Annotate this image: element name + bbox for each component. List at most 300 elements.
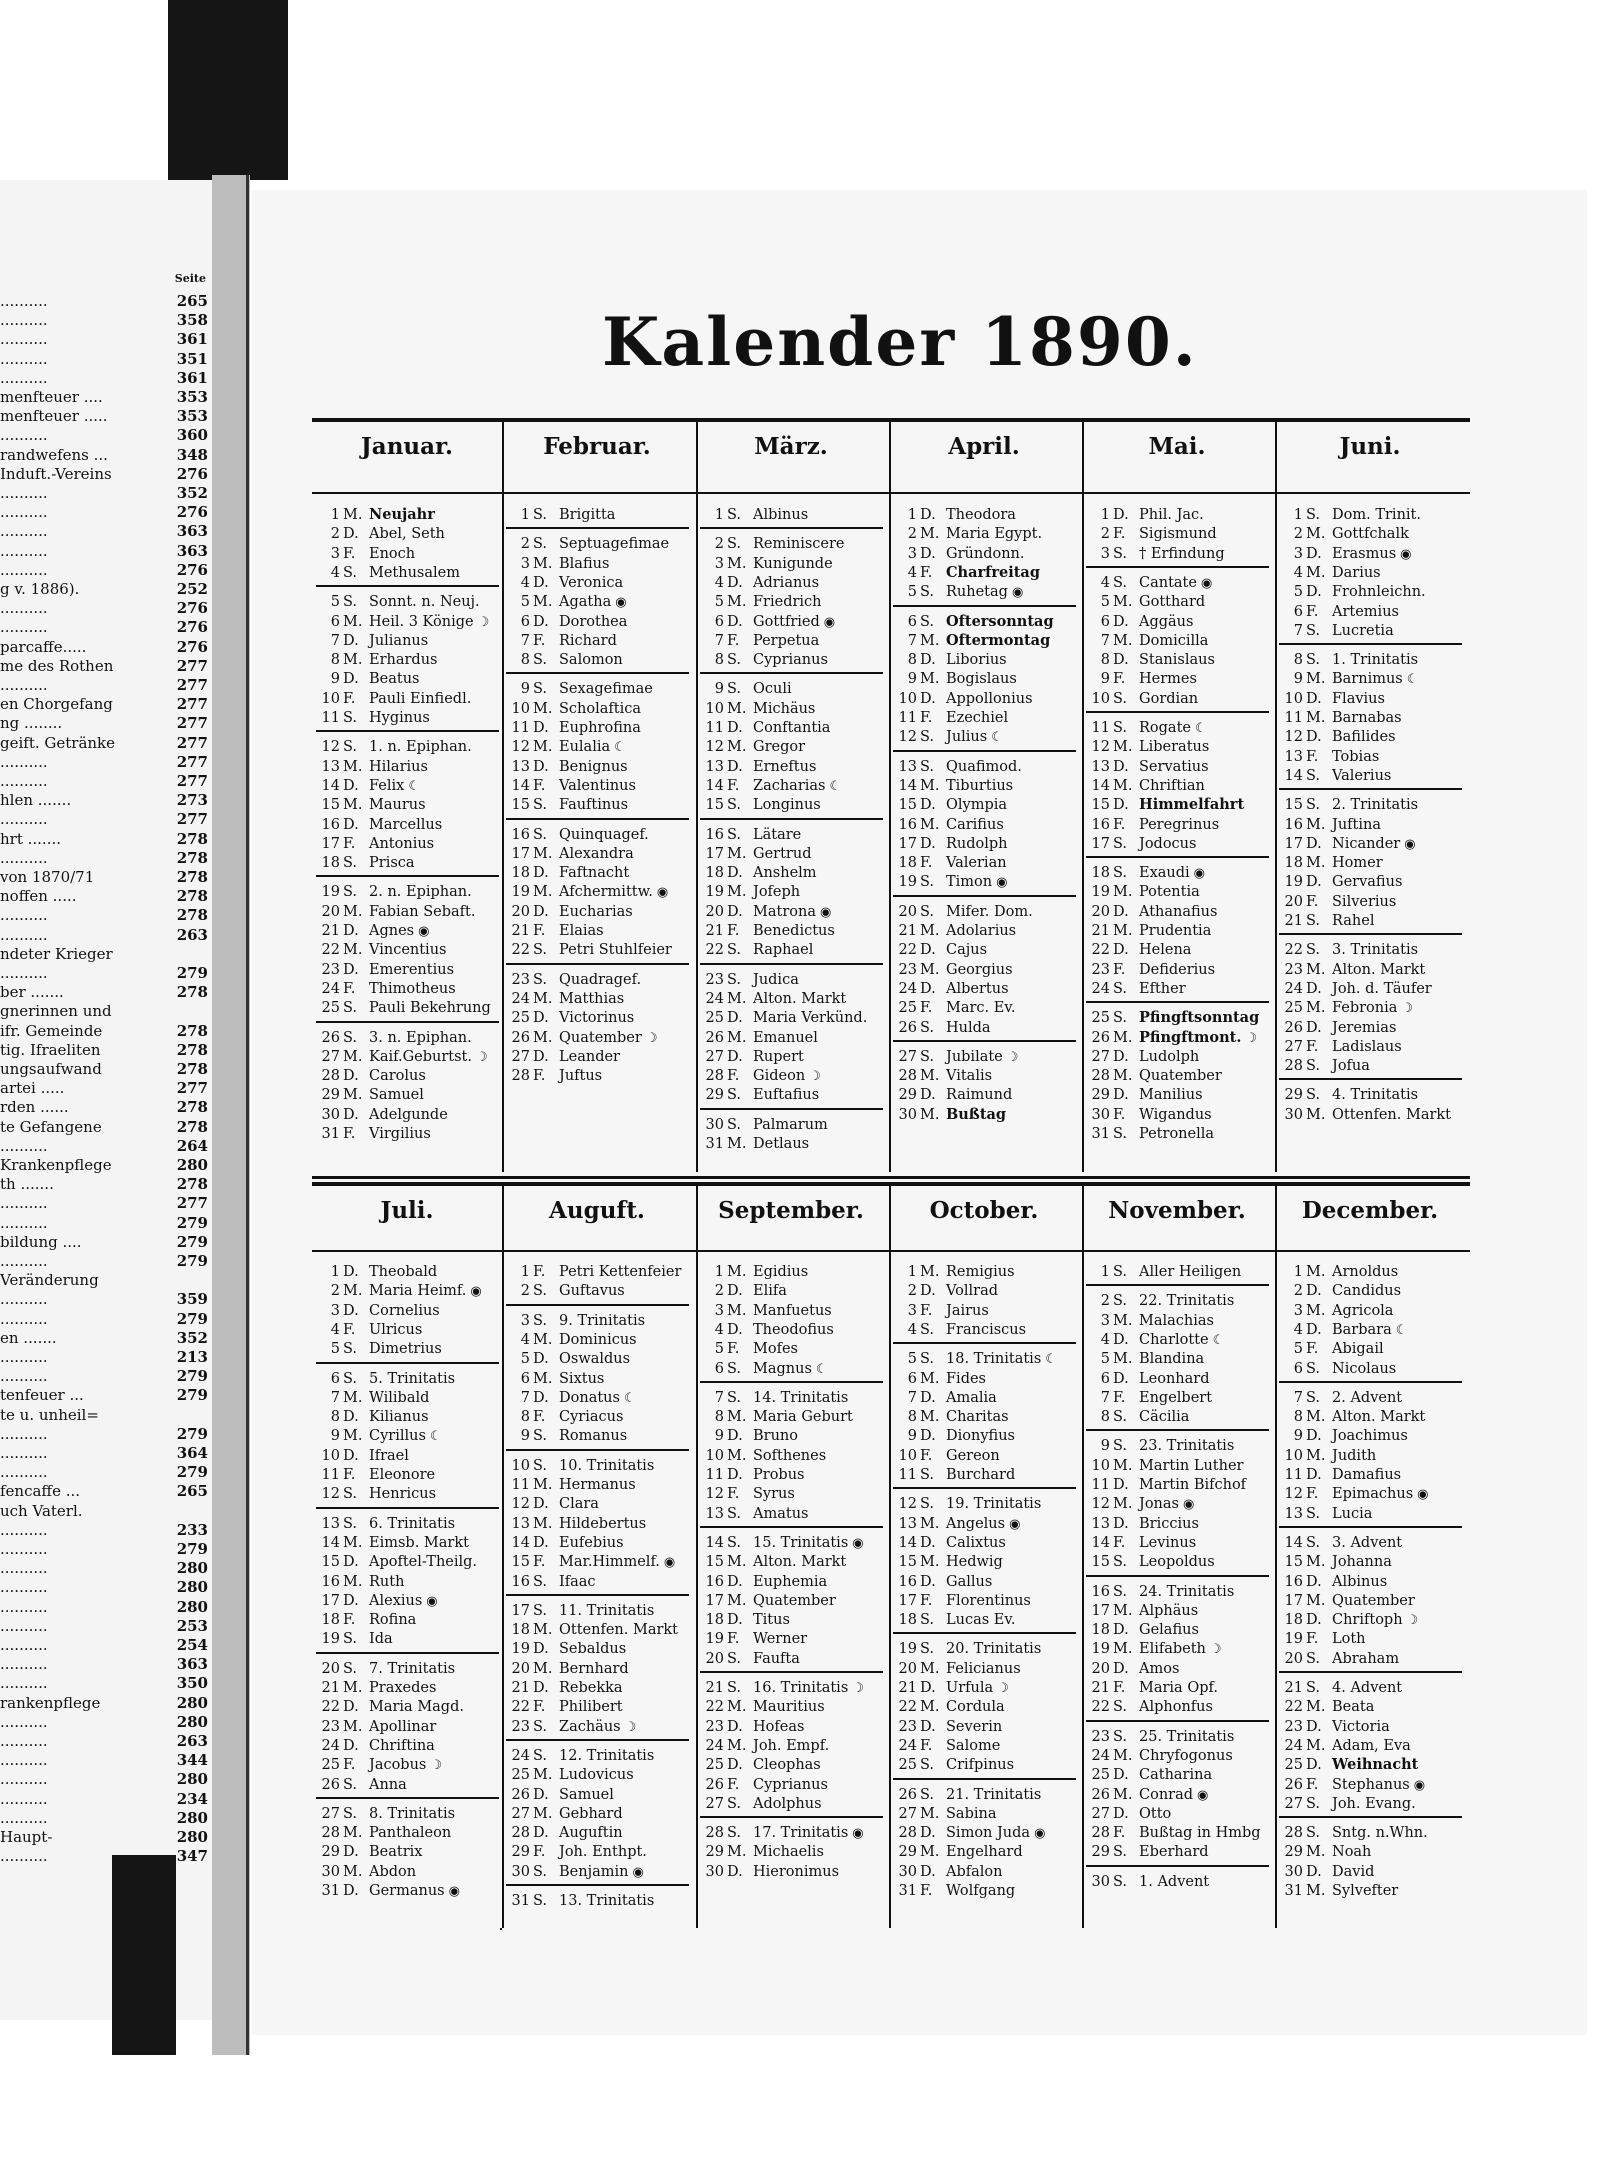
day-name: 2. Trinitatis [1332,797,1419,814]
day-name: Magnus [753,1360,812,1377]
day-number: 10 [511,700,530,717]
week-separator [1279,788,1462,790]
weekday: S. [343,739,358,756]
weekday: M. [727,1737,747,1754]
moon-phase-icon: ◉ [632,1864,644,1880]
week-separator [506,1739,689,1741]
day-name: Cäcilia [1139,1409,1190,1426]
day-name: Chriftina [369,1737,435,1754]
week-separator [316,730,499,732]
weekday: S. [1306,1505,1321,1522]
weekday: S. [533,1428,548,1445]
calendar-day [891,961,1013,979]
day-name: Domicilla [1139,632,1209,649]
day-number: 26 [1091,1029,1110,1046]
day-name: Charitas [946,1409,1009,1426]
band-divider-rule [312,1176,1470,1179]
weekday: D. [343,1068,359,1085]
day-name: Abraham [1332,1650,1400,1667]
calendar-day [1084,525,1217,543]
day-name: Urfula [946,1680,994,1696]
day-name: Maria Magd. [369,1699,464,1716]
month-header: October. [929,1197,1039,1224]
day-number: 26 [705,1029,724,1046]
index-entry-page: 263 [176,1732,208,1750]
day-number: 24 [1284,980,1303,997]
day-number: 27 [898,1805,917,1822]
calendar-day [1084,1312,1214,1330]
weekday: M. [1113,1351,1133,1368]
index-entry-text: .......... [0,1636,48,1654]
weekday: D. [727,613,743,630]
day-number: 8 [520,1409,530,1426]
day-number: 13 [1284,748,1303,765]
day-name: Carifius [946,816,1004,833]
weekday: S. [727,1534,742,1551]
calendar-day [504,1824,623,1842]
calendar-day [1084,941,1191,959]
day-number: 7 [907,1389,917,1406]
calendar-day [504,1389,636,1407]
day-name: Cantate [1139,574,1197,591]
day-number: 31 [511,1893,530,1909]
weekday: F. [920,1000,933,1017]
calendar-day [504,1698,623,1716]
day-name: Georgius [946,961,1013,978]
week-separator [506,1304,689,1306]
day-name: Lucia [1332,1505,1373,1522]
day-number: 26 [705,1776,724,1793]
calendar-day [314,1029,472,1047]
day-number: 21 [705,1680,724,1696]
index-entry-page: 350 [176,1674,208,1693]
day-name: Prisca [369,855,415,872]
day-name: Ruhetag [946,584,1008,601]
day-number: 16 [705,826,724,843]
weekday: S. [920,758,935,775]
index-entry-text: .......... [0,1578,48,1597]
weekday: M. [1306,564,1326,581]
calendar-day [1084,613,1193,631]
index-entry-text: .......... [0,925,48,944]
weekday: M. [533,1660,553,1677]
week-separator [316,1021,499,1023]
day-name: Carolus [369,1068,426,1085]
calendar-day [698,1302,832,1320]
day-name: 4. Advent [1332,1680,1403,1696]
day-number: 14 [511,777,530,794]
weekday: S. [920,1321,935,1338]
day-name: Philibert [559,1699,623,1716]
day-name: Charlotte [1139,1331,1209,1348]
moon-phase-icon: ☽ [624,1719,637,1735]
day-number: 12 [898,729,917,746]
day-name: Syrus [753,1486,795,1503]
day-name: Maria Verkünd. [753,1010,868,1027]
moon-phase-icon: ☾ [815,1361,828,1377]
day-number: 1 [520,1264,530,1280]
day-number: 25 [898,1000,917,1017]
day-name: Otto [1139,1805,1172,1822]
weekday: S. [343,1660,358,1677]
calendar-day [1277,1592,1415,1610]
calendar-day [698,632,819,650]
day-number: 16 [321,1573,340,1590]
day-name: Flavius [1332,690,1385,707]
day-name: Agatha [559,594,612,611]
calendar-day [891,1737,1000,1755]
day-name: Alton. Markt [1332,961,1426,978]
day-name: Himmelfahrt [1139,796,1245,814]
index-entry-page: 276 [176,503,208,522]
calendar-day [698,1282,787,1300]
weekday: M. [920,1370,940,1387]
day-number: 3 [907,1302,917,1319]
day-name: Ezechiel [946,710,1009,726]
weekday: D. [727,1010,743,1027]
day-number: 2 [520,536,530,553]
calendar-day [1084,1408,1189,1426]
weekday: S. [1306,652,1321,669]
calendar-day [1084,816,1219,834]
calendar-day [314,1485,436,1503]
index-entry-page: 353 [176,388,208,406]
day-number: 7 [330,632,340,649]
weekday: M. [920,1660,940,1677]
day-name: Stanislaus [1139,652,1215,669]
day-name: Quinquagef. [559,826,649,843]
weekday: M. [727,594,747,611]
day-name: Leopoldus [1139,1554,1215,1571]
day-name: Ludolph [1139,1048,1200,1065]
weekday: F. [1306,748,1319,765]
day-number: 23 [898,961,917,978]
day-name: Zachäus [559,1718,621,1735]
calendar-day [698,1863,839,1881]
calendar-day [891,1466,1015,1484]
weekday: D. [343,816,359,833]
weekday: M. [920,1409,940,1426]
day-number: 1 [907,507,917,523]
weekday: D. [920,1863,936,1880]
calendar-day [1277,1485,1428,1503]
index-entry-page: 278 [176,868,208,886]
day-name: Matrona [753,903,816,920]
calendar-day [314,1573,404,1591]
calendar-day [314,670,420,688]
calendar-day [314,690,471,708]
day-name: Angelus [946,1515,1006,1532]
day-number: 6 [1293,1360,1303,1377]
weekday: D. [727,1048,743,1065]
weekday: M. [343,613,363,630]
day-number: 23 [1284,1718,1303,1735]
day-name: Mofes [753,1341,798,1358]
day-name: Alexandra [559,845,634,862]
index-entry-text: .......... [0,292,48,310]
day-name: Hofeas [753,1718,805,1735]
day-number: 17 [1284,835,1303,852]
day-number: 12 [321,739,340,756]
day-number: 22 [321,942,340,959]
day-number: 13 [705,1505,724,1522]
calendar-day [314,593,480,611]
weekday: S. [727,1680,742,1696]
index-entry-page: 363 [176,522,208,541]
day-name: Softhenes [753,1447,827,1464]
day-number: 20 [1091,1660,1110,1677]
weekday: D. [1306,874,1322,891]
day-name: Ottenfen. Markt [1332,1106,1452,1123]
day-name: Eufebius [559,1534,624,1551]
day-number: 5 [520,594,530,611]
index-entry-page: 279 [176,1252,208,1270]
weekday: M. [727,700,747,717]
day-name: Chryfogonus [1139,1747,1233,1764]
index-entry-text: th ....... [0,1175,54,1194]
day-number: 30 [705,1116,724,1133]
day-number: 28 [705,1825,724,1842]
day-number: 20 [511,1660,530,1677]
calendar-day [1277,1718,1390,1736]
calendar-day [891,903,1033,921]
index-entry-text: te u. unheil= [0,1405,99,1424]
day-name: Samuel [559,1786,614,1803]
day-number: 18 [898,1612,917,1629]
day-name: Marcellus [369,816,443,833]
weekday: M. [1306,1302,1326,1319]
index-entry-text: .......... [0,1712,48,1731]
calendar-day [1084,574,1212,592]
calendar-day [891,1302,989,1320]
calendar-day [314,632,428,650]
calendar-day [1277,1389,1402,1407]
weekday: S. [727,1360,742,1377]
index-entry-page: 233 [176,1520,208,1539]
day-name: Erhardus [369,652,438,669]
weekday: M. [533,594,553,611]
calendar-day [891,835,1008,853]
day-number: 16 [898,816,917,833]
weekday: D. [1113,613,1129,630]
calendar-day [698,1698,825,1716]
calendar-day [314,613,489,631]
day-number: 17 [1284,1592,1303,1609]
day-name: Agnes [369,923,415,939]
calendar-day [698,680,792,698]
calendar-day [1277,796,1418,814]
day-name: Richard [559,632,617,649]
day-number: 28 [898,1068,917,1085]
weekday: S. [1113,865,1128,882]
calendar-day [504,1786,614,1804]
moon-phase-icon: ☾ [1406,672,1419,688]
weekday: S. [533,1893,548,1909]
calendar-day [1277,1611,1418,1629]
weekday: M. [920,526,940,543]
day-number: 22 [1091,942,1110,959]
day-number: 31 [898,1883,917,1899]
calendar-day [1084,1263,1241,1281]
day-name: Panthaleon [369,1825,452,1842]
day-name: Rudolph [946,835,1008,852]
calendar-day [314,1843,422,1861]
day-name: Hieronimus [753,1863,840,1880]
calendar-day [891,564,1040,582]
index-entry-page: 361 [176,330,208,349]
moon-phase-icon: ☾ [1212,1332,1225,1348]
weekday: F. [1113,1106,1126,1123]
weekday: M. [727,555,747,572]
day-name: Euftafius [753,1087,820,1104]
day-name: 11. Trinitatis [559,1602,655,1619]
calendar-day [504,1408,623,1426]
moon-phase-icon: ◉ [1193,866,1206,882]
calendar-day [1277,1321,1407,1339]
calendar-day [314,941,446,959]
weekday: D. [1113,797,1129,814]
day-number: 12 [1284,729,1303,746]
day-name: 2. Advent [1332,1389,1403,1406]
day-name: Alexius [369,1592,423,1609]
index-entry-page: 278 [176,848,208,867]
day-name: Septuagefimae [559,536,670,553]
calendar-day [698,1029,818,1047]
day-name: Gotthard [1139,594,1206,611]
day-number: 28 [1091,1825,1110,1842]
day-name: Vitalis [946,1068,993,1085]
day-name: Oculi [753,681,792,698]
day-name: Beatrix [369,1844,423,1861]
day-name: 10. Trinitatis [559,1457,655,1474]
day-name: David [1332,1863,1375,1880]
weekday: D. [920,507,936,523]
moon-phase-icon: ☽ [476,1049,488,1065]
weekday: S. [1306,1534,1321,1551]
day-number: 25 [1091,1767,1110,1784]
calendar-day [1084,1843,1209,1861]
calendar-day [1277,999,1413,1017]
calendar-day [891,1427,1015,1445]
calendar-day [504,1331,637,1349]
calendar-day [698,1756,821,1774]
weekday: M. [1306,816,1326,833]
weekday: M. [343,942,363,959]
index-entry-page: 279 [176,1463,208,1482]
weekday: S. [1306,1825,1321,1842]
day-name: Apollinar [369,1718,437,1735]
moon-phase-icon: ☾ [1045,1352,1057,1368]
calendar-day [891,1389,997,1407]
weekday: F. [920,1592,933,1609]
day-number: 6 [907,613,917,630]
index-entry-text: .......... [0,560,48,579]
day-number: 7 [714,632,724,649]
weekday: F. [920,855,933,872]
calendar-day [504,719,641,737]
day-name: 20. Trinitatis [946,1641,1042,1658]
calendar-day [698,1534,864,1552]
weekday: F. [1306,1341,1319,1358]
weekday: S. [1113,1126,1128,1142]
weekday: D. [343,1264,359,1280]
weekday: M. [920,923,940,939]
day-name: Severin [946,1718,1003,1735]
day-number: 16 [1284,816,1303,833]
calendar-day [698,777,841,795]
calendar-day [504,1350,630,1368]
day-name: 1. n. Epiphan. [369,739,472,756]
day-number: 4 [714,574,724,591]
day-number: 10 [321,690,340,707]
index-entry-text: ng ........ [0,714,63,733]
calendar-day [1277,1360,1396,1378]
index-entry-text: .......... [0,964,48,982]
day-name: Palmarum [753,1116,828,1133]
day-name: Romanus [559,1428,628,1445]
day-number: 9 [907,671,917,688]
calendar-day [891,1698,1005,1716]
calendar-day [314,709,430,727]
day-number: 12 [511,739,530,756]
calendar-day [1277,1302,1393,1320]
week-separator [893,1632,1076,1634]
day-number: 20 [1284,893,1303,910]
weekday: S. [533,1312,548,1329]
weekday: D. [343,1106,359,1123]
calendar-day [698,1048,804,1066]
weekday: S. [727,536,742,553]
calendar-day [504,613,627,631]
weekday: M. [920,816,940,833]
day-number: 3 [714,555,724,572]
day-name: Alton. Markt [1332,1409,1426,1426]
weekday: S. [343,1805,358,1822]
moon-phase-icon: ◉ [1413,1777,1426,1793]
day-number: 15 [511,1554,530,1571]
calendar-day [698,535,845,553]
week-separator [700,1381,883,1383]
weekday: F. [1113,1825,1126,1842]
index-entry-text: .......... [0,1789,48,1808]
calendar-day [891,816,1004,834]
calendar-day [891,1592,1031,1610]
weekday: S. [1306,913,1321,929]
day-name: Homer [1332,855,1383,872]
weekday: D. [533,1641,549,1658]
day-number: 10 [898,690,917,707]
day-number: 25 [705,1010,724,1027]
day-name: 21. Trinitatis [946,1786,1042,1803]
day-name: Nicander [1332,835,1401,852]
weekday: S. [1113,720,1128,736]
calendar-day [1084,1534,1196,1552]
day-number: 9 [714,681,724,698]
index-entry-page: 278 [176,887,208,906]
weekday: D. [533,1048,549,1065]
weekday: S. [1113,574,1128,591]
calendar-day [1084,545,1225,563]
day-number: 18 [321,855,340,872]
weekday: F. [727,923,740,939]
day-name: Valerius [1332,767,1392,784]
weekday: D. [343,1737,359,1754]
day-number: 23 [898,1718,917,1735]
calendar-day [698,555,833,573]
day-number: 6 [330,613,340,630]
day-number: 23 [1284,961,1303,978]
calendar-day [1277,835,1416,853]
